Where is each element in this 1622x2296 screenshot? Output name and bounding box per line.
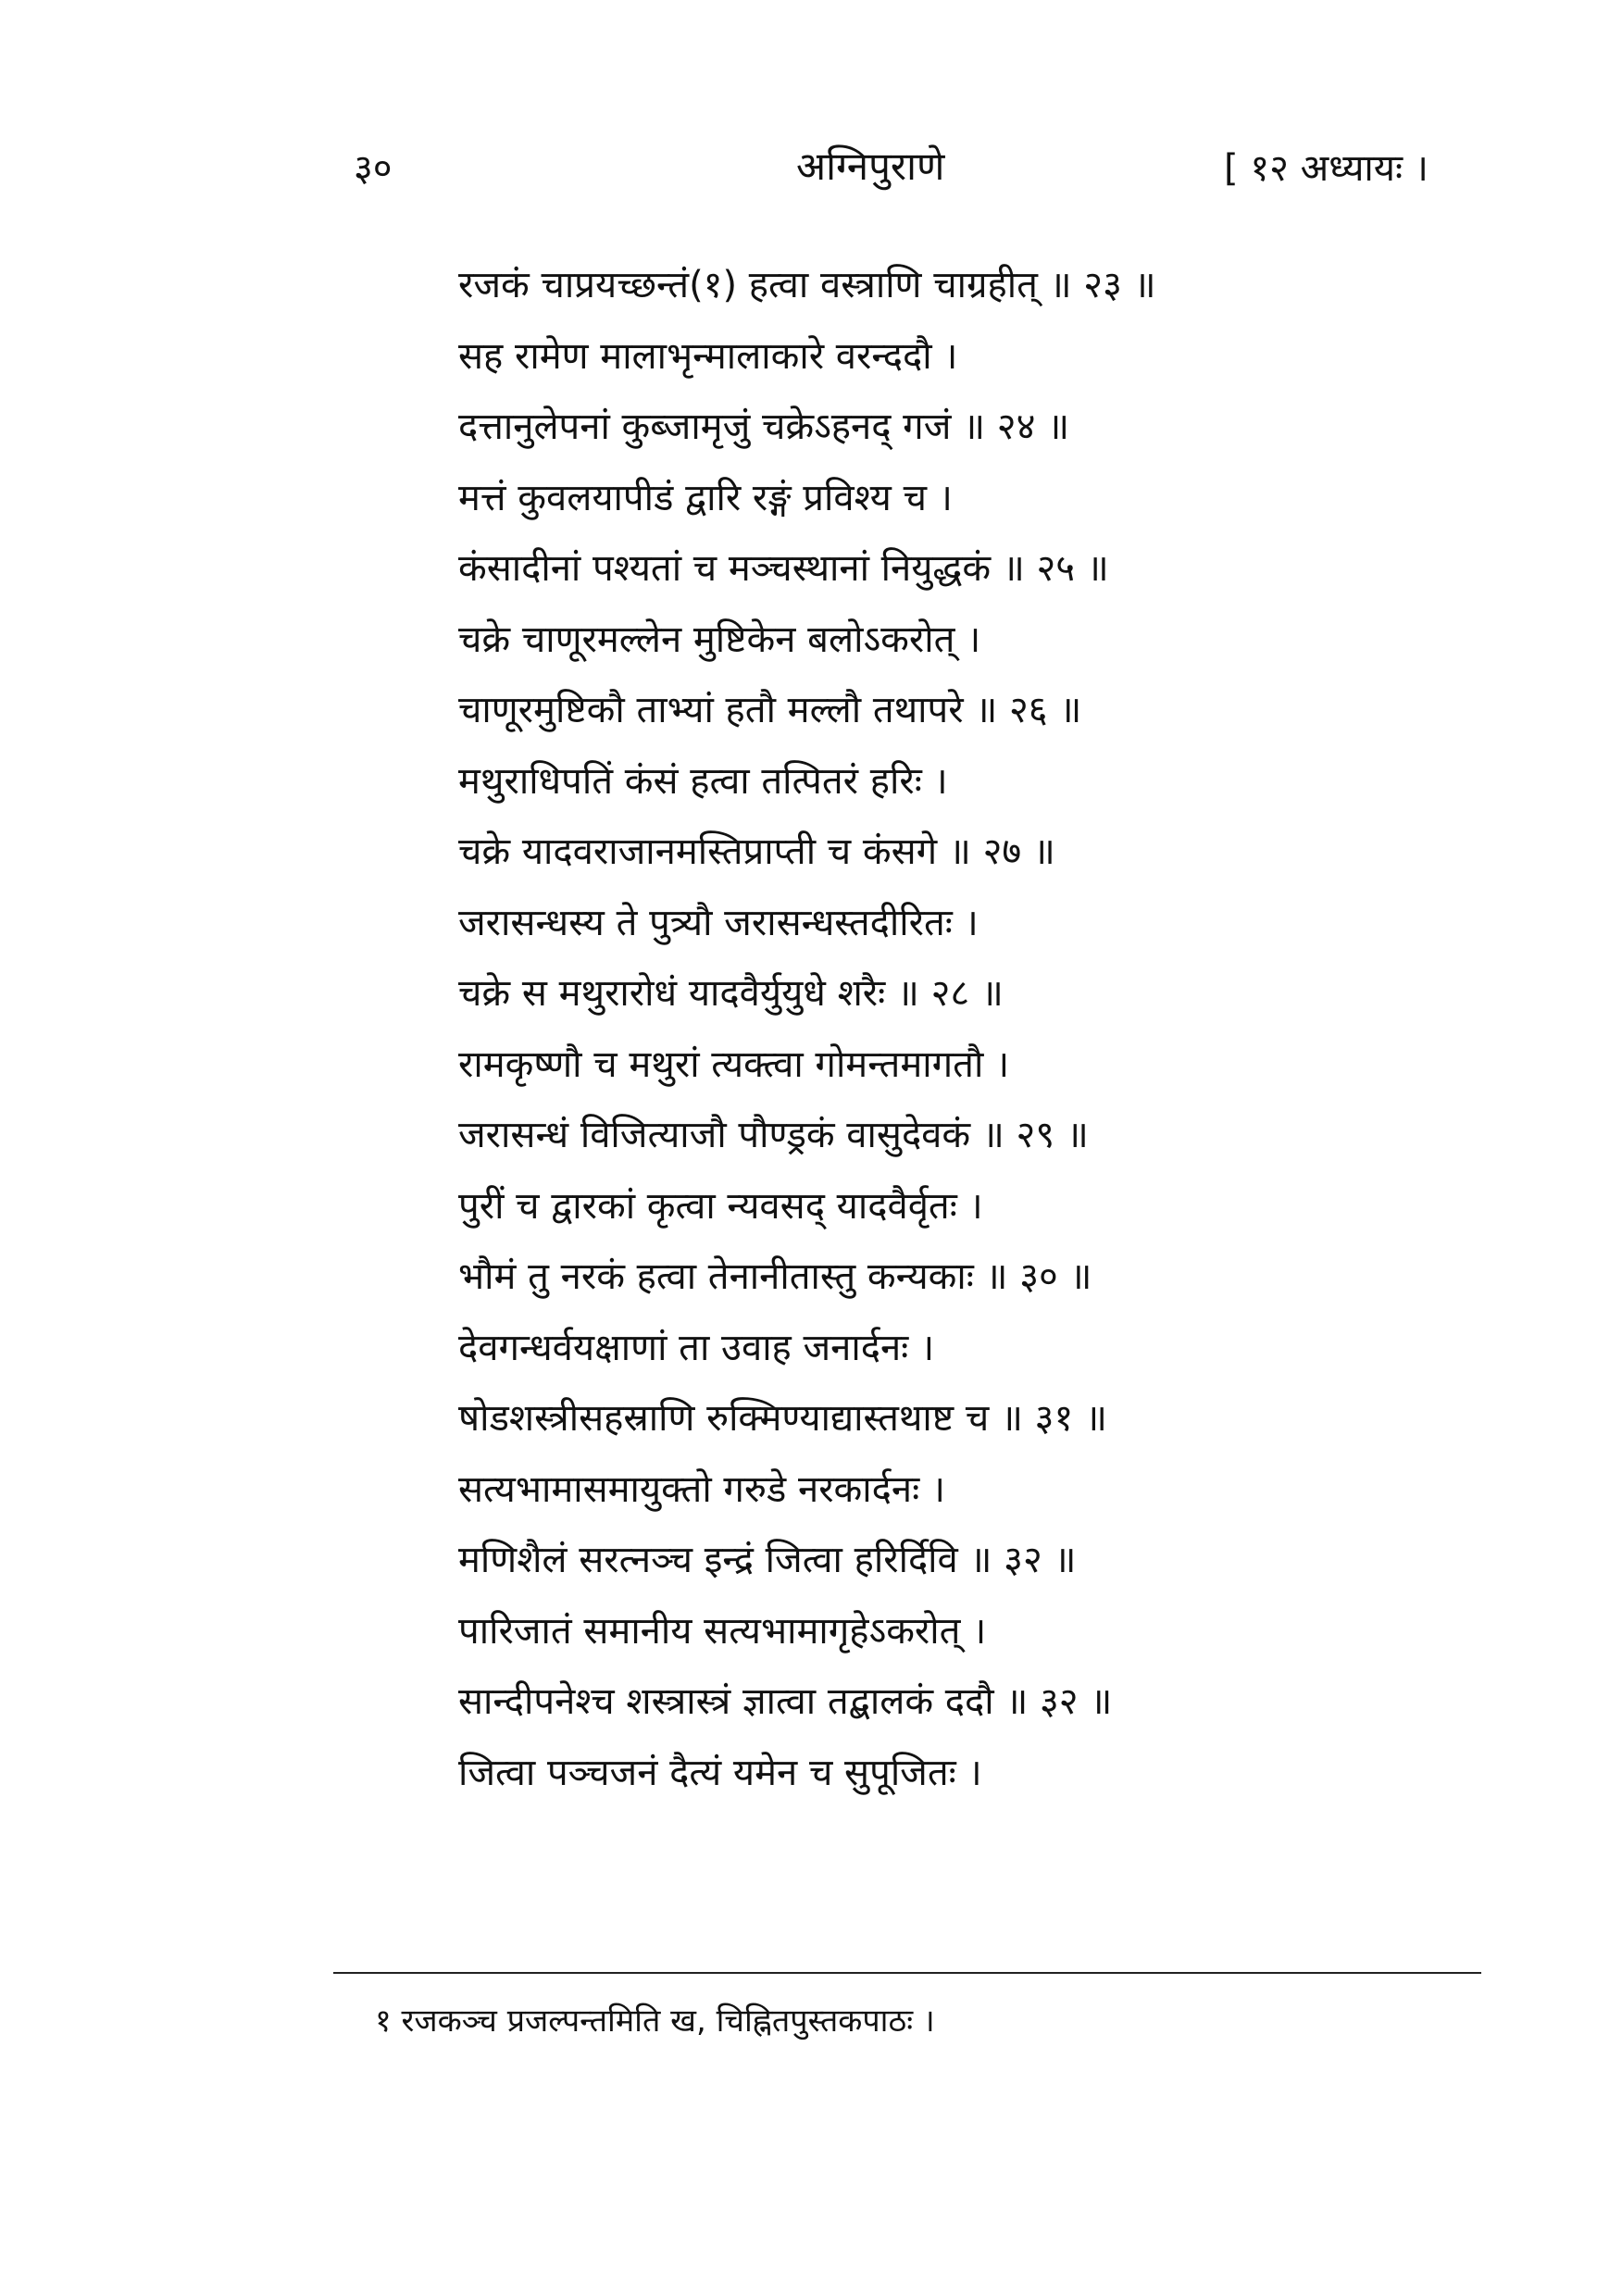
verse-line: जित्वा पञ्चजनं दैत्यं यमेन च सुपूजितः ।: [458, 1751, 982, 1794]
verse-line: चक्रे स मथुरारोधं यादवैर्युयुधे शरैः ॥ २८ ॥: [458, 972, 1004, 1015]
running-title: अग्निपुराणे: [796, 144, 945, 189]
verse-line: रामकृष्णौ च मथुरां त्यक्त्वा गोमन्तमागतौ ।: [458, 1042, 1010, 1086]
verse-line: चक्रे चाणूरमल्लेन मुष्टिकेन बलोऽकरोत् ।: [458, 618, 981, 661]
verse-line: मणिशैलं सरत्नञ्च इन्द्रं जित्वा हरिर्दिवि ॥ ३२ ॥: [458, 1539, 1077, 1581]
verse-line: चाणूरमुष्टिकौ ताभ्यां हतौ मल्लौ तथापरे ॥ २६ ॥: [458, 689, 1082, 731]
verse-line: सत्यभामासमायुक्तो गरुडे नरकार्दनः ।: [458, 1467, 946, 1511]
verse-line: मथुराधिपतिं कंसं हत्वा तत्पितरं हरिः ।: [458, 759, 948, 803]
verse-line: मत्तं कुवलयापीडं द्वारि रङ्गं प्रविश्य च ।: [458, 476, 953, 519]
verse-line: चक्रे यादवराजानमस्तिप्राप्ती च कंसगे ॥ २७ ॥: [458, 830, 1055, 873]
verse-block: [458, 250, 1486, 1808]
verse-line: सान्दीपनेश्च शस्त्रास्त्रं ज्ञात्वा तद्बालकं ददौ ॥ ३२ ॥: [458, 1680, 1113, 1723]
verse-line: जरासन्धस्य ते पुत्र्यौ जरासन्धस्तदीरितः ।: [458, 901, 979, 944]
chapter-label: [ १२ अध्यायः ।: [1224, 147, 1429, 190]
verse-line: दत्तानुलेपनां कुब्जामृजुं चक्रेऽहनद् गजं ॥ २४ ॥: [458, 406, 1070, 448]
verse-line: पुरीं च द्वारकां कृत्वा न्यवसद् यादवैर्वृतः ।: [458, 1184, 983, 1228]
verse-line: भौमं तु नरकं हत्वा तेनानीतास्तु कन्यकाः ॥ ३० ॥: [458, 1255, 1092, 1298]
verse-line: देवगन्धर्वयक्षाणां ता उवाह जनार्दनः ।: [458, 1326, 935, 1369]
page-number: ३०: [354, 147, 393, 190]
verse-line: जरासन्धं विजित्याजौ पौण्ड्रकं वासुदेवकं ॥ २९ ॥: [458, 1114, 1089, 1156]
verse-line: पारिजातं समानीय सत्यभामागृहेऽकरोत् ।: [458, 1609, 987, 1653]
footnote: १ रजकञ्च प्रजल्पन्तमिति ख, चिह्नितपुस्तकपाठः ।: [375, 2003, 935, 2040]
verse-line: सह रामेण मालाभृन्मालाकारे वरन्ददौ ।: [458, 334, 958, 378]
verse-line: कंसादीनां पश्यतां च मञ्चस्थानां नियुद्धकं ॥ २५ ॥: [458, 547, 1109, 590]
verse-line: षोडशस्त्रीसहस्राणि रुक्मिण्याद्यास्तथाष्ट च ॥ ३१ ॥: [458, 1397, 1107, 1440]
verse-line: रजकं चाप्रयच्छन्तं(१) हत्वा वस्त्राणि चाग्रहीत् ॥ २३ ॥: [458, 264, 1156, 306]
footnote-divider: [333, 1972, 1481, 1974]
